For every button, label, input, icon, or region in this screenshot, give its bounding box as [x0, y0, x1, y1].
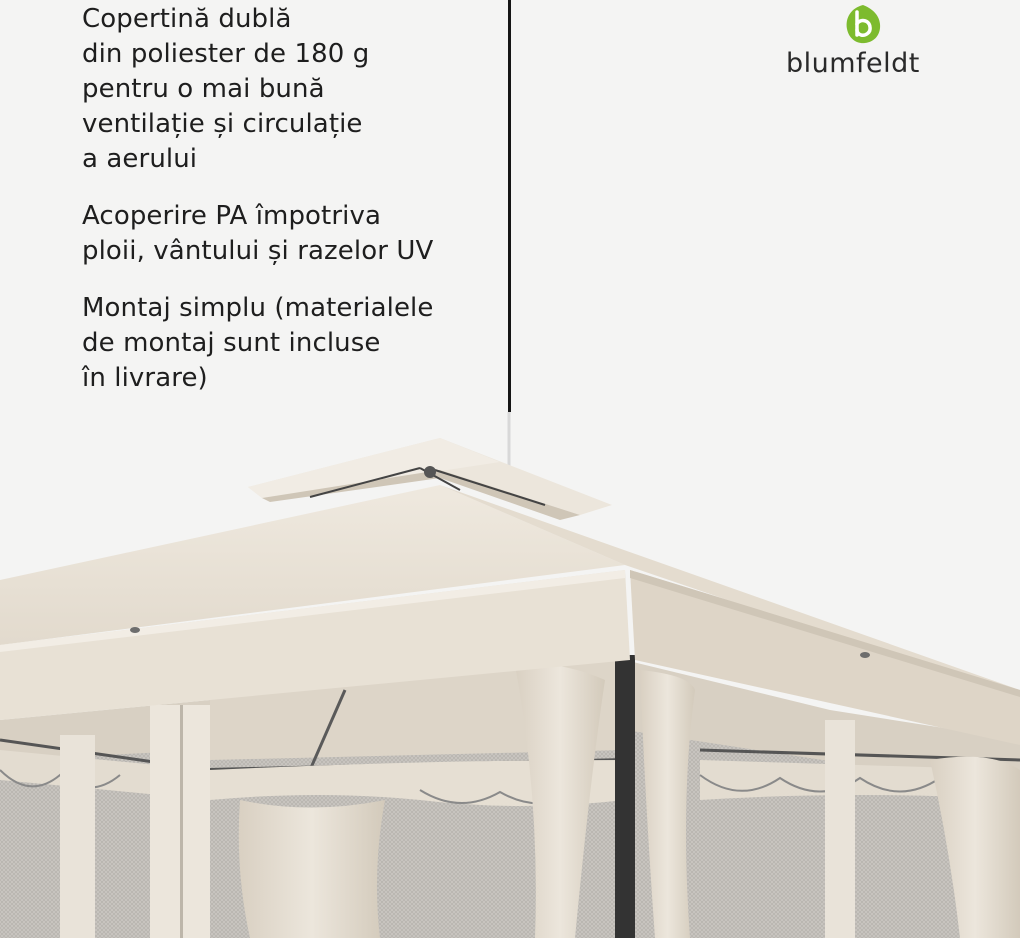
vertical-divider	[508, 0, 511, 412]
brand-logo	[786, 0, 946, 90]
feature-coating: Acoperire PA împotriva ploii, vântului și razelor UV	[82, 201, 434, 266]
brand-leaf-icon	[841, 2, 885, 46]
feature-list	[82, 2, 502, 418]
brand-name: blumfeldt	[786, 48, 920, 79]
feature-assembly: Montaj simplu (materialele de montaj sunt incluse în livrare)	[82, 293, 434, 393]
feature-canopy: Copertină dublă din poliester de 180 g pentru o mai bună ventilație și circulație a aerului	[82, 4, 370, 174]
